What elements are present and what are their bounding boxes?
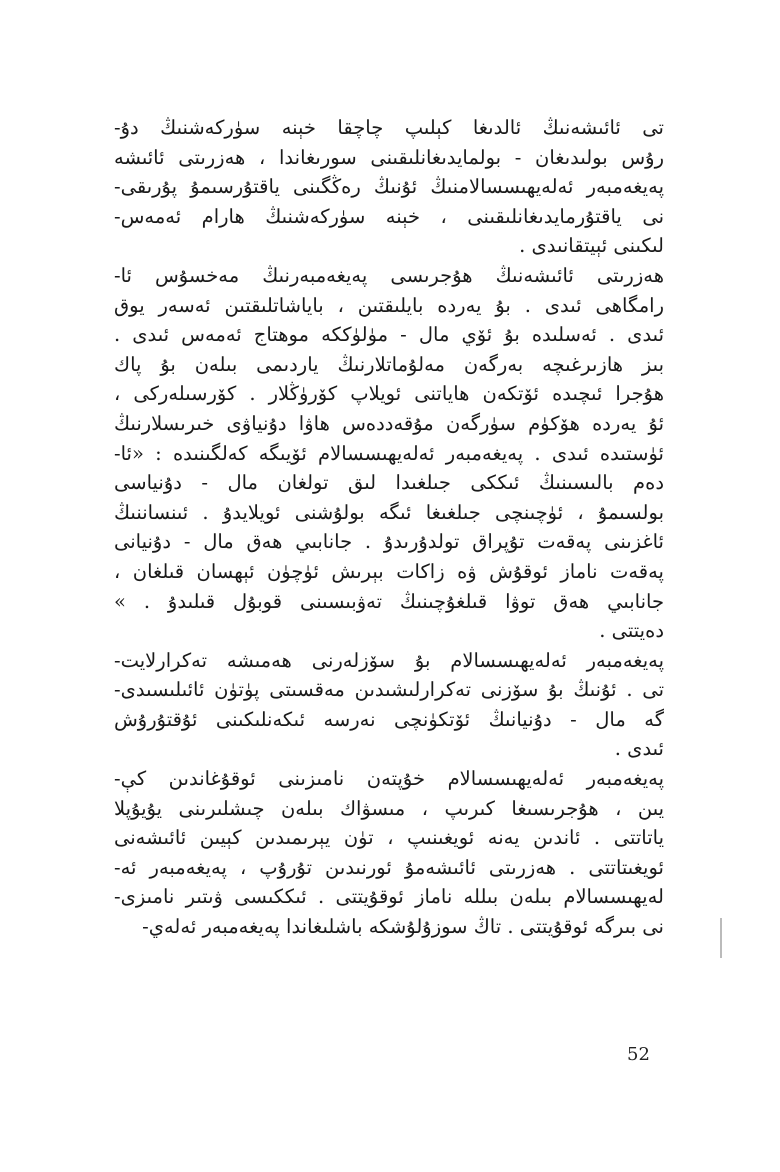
text-line: ھەزرىتى ئائىشەنىڭ ھۇجرىسى پەيغەمبەرنىڭ مەخسۇس ئا- bbox=[114, 263, 664, 287]
text-line: تى ئائىشەنىڭ ئالدىغا كېلىپ چاچقا خېنە سۈركەشنىڭ دۇ- bbox=[114, 116, 664, 139]
text-line: ئويغىتاتتى . ھەزرىتى ئائىشەمۇ ئورنىدىن تۇرۇپ ، پەيغەمبەر ئە- bbox=[114, 855, 664, 879]
text-line: تى . ئۇنىڭ بۇ سۆزنى تەكرارلىشىدىن مەقسىتى پۈتۈن ئائىلىسىدى- bbox=[114, 678, 664, 702]
text-line: ئىدى . ئەسلىدە بۇ ئۆي مال - مۈلۈككە موھتاج ئەمەس ئىدى . bbox=[114, 323, 664, 347]
text-line: جانابىي ھەق توۋا قىلغۇچىنىڭ تەۋبىسىنى قوبۇل قىلىدۇ . » bbox=[114, 589, 664, 613]
text-line: دەم بالىسىنىڭ ئىككى جىلغىدا لىق تولغان مال - دۇنياسى bbox=[114, 471, 664, 495]
text-line: ياتاتتى . ئاندىن يەنە ئويغىنىپ ، تۈن يېرىمىدىن كېيىن ئائىشەنى bbox=[114, 826, 664, 850]
text-line: يىن ، ھۇجرىسىغا كىرىپ ، مىسۋاك بىلەن چىشلىرىنى يۇيۇپلا bbox=[114, 796, 664, 820]
body-text bbox=[114, 113, 664, 942]
paragraph bbox=[114, 764, 664, 942]
text-line: نى ياقتۇرمايدىغانلىقىنى ، خېنە سۈركەشنىڭ ھارام ئەمەس- bbox=[114, 204, 664, 228]
text-line: لەيھىسسالام بىلەن بىللە ناماز ئوقۇيتتى . ئىككىسى ۋىتىر نامىزى- bbox=[114, 885, 664, 909]
paragraph bbox=[114, 113, 664, 261]
text-line: ئىدى . bbox=[614, 737, 664, 761]
text-line: لىكىنى ئېيتقانىدى . bbox=[519, 234, 664, 258]
text-line: رامگاھى ئىدى . بۇ يەردە بايلىقتىن ، باياشاتلىقتىن ئەسەر يوق bbox=[114, 293, 664, 317]
paragraph bbox=[114, 646, 664, 764]
text-line: رۇس بولىدىغان - بولمايدىغانلىقىنى سورىغاندا ، ھەزرىتى ئائىشە bbox=[114, 145, 664, 169]
text-line: پەقەت ناماز ئوقۇش ۋە زاكات بېرىش ئۈچۈن ئېھسان قىلغان ، bbox=[114, 559, 664, 583]
text-line: ھۇجرا ئىچىدە ئۆتكەن ھاياتنى ئويلاپ كۆرۈڭلار . كۆرسىلەركى ، bbox=[114, 382, 664, 406]
margin-mark bbox=[720, 918, 722, 958]
text-line: ئۇ يەردە ھۆكۈم سۈرگەن مۇقەددەس ھاۋا دۇنياۋى خىرىسلارنىڭ bbox=[114, 411, 664, 435]
text-line: پەيغەمبەر ئەلەيھىسسالام بۇ سۆزلەرنى ھەمىشە تەكرارلايت- bbox=[114, 648, 664, 672]
text-line: پەيغەمبەر ئەلەيھىسسالام خۇپتەن نامىزىنى ئوقۇغاندىن كې- bbox=[114, 767, 664, 791]
text-line: بىز ھازىرغىچە بەرگەن مەلۇماتلارنىڭ ياردىمى بىلەن بۇ پاك bbox=[114, 352, 664, 376]
text-line: دەيتتى . bbox=[599, 619, 664, 643]
text-line: ئاغزىنى پەقەت تۇپراق تولدۇرىدۇ . جانابىي ھەق مال - دۇنيانى bbox=[114, 530, 664, 554]
page-number: 52 bbox=[627, 1044, 650, 1065]
text-line: بولسىمۇ ، ئۈچىنچى جىلغىغا ئىگە بولۇشنى ئويلايدۇ . ئىنساننىڭ bbox=[114, 500, 664, 524]
text-line: ئۈستىدە ئىدى . پەيغەمبەر ئەلەيھىسسالام ئۆيىگە كەلگىنىدە : «ئا- bbox=[114, 441, 664, 465]
text-line: نى بىرگە ئوقۇيتتى . تاڭ سوزۇلۇشكە باشلىغاندا پەيغەمبەر ئەلەي- bbox=[142, 915, 664, 939]
paragraph bbox=[114, 261, 664, 646]
text-line: پەيغەمبەر ئەلەيھىسسالامنىڭ ئۇنىڭ رەڭگىنى ياقتۇرسىمۇ پۇرىقى- bbox=[114, 175, 664, 199]
text-line: گە مال - دۇنيانىڭ ئۆتكۈنچى نەرسە ئىكەنلىكىنى ئۇقتۇرۇش bbox=[114, 707, 664, 731]
